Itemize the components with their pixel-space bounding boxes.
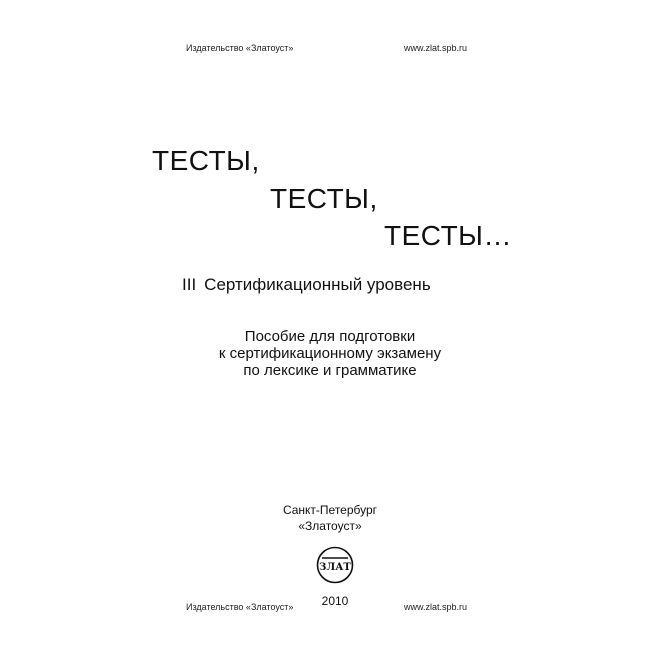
description	[180, 328, 480, 379]
footer-publisher: Издательство «Златоуст»	[186, 602, 294, 612]
description-line-2: к сертификационному экзамену	[218, 345, 442, 362]
level-label: Сертификационный уровень	[204, 275, 431, 294]
header-publisher: Издательство «Златоуст»	[186, 43, 294, 53]
level-heading	[182, 275, 431, 295]
description-line-3: по лексике и грамматике	[243, 362, 417, 379]
level-number: III	[182, 275, 197, 294]
publisher-logo-icon	[316, 546, 354, 584]
description-line-1: Пособие для подготовки	[244, 328, 416, 345]
imprint-publisher: «Златоуст»	[298, 519, 362, 533]
title-line-1: ТЕСТЫ,	[152, 145, 260, 176]
title-line-3: ТЕСТЫ…	[384, 220, 512, 251]
title-line-2: ТЕСТЫ,	[270, 183, 378, 214]
imprint-year: 2010	[321, 594, 349, 608]
logo-text: ЗЛАТ	[319, 562, 351, 573]
header-website: www.zlat.spb.ru	[404, 43, 468, 53]
footer-website: www.zlat.spb.ru	[404, 602, 468, 612]
imprint-city: Санкт-Петербург	[282, 503, 378, 517]
imprint	[230, 502, 430, 534]
